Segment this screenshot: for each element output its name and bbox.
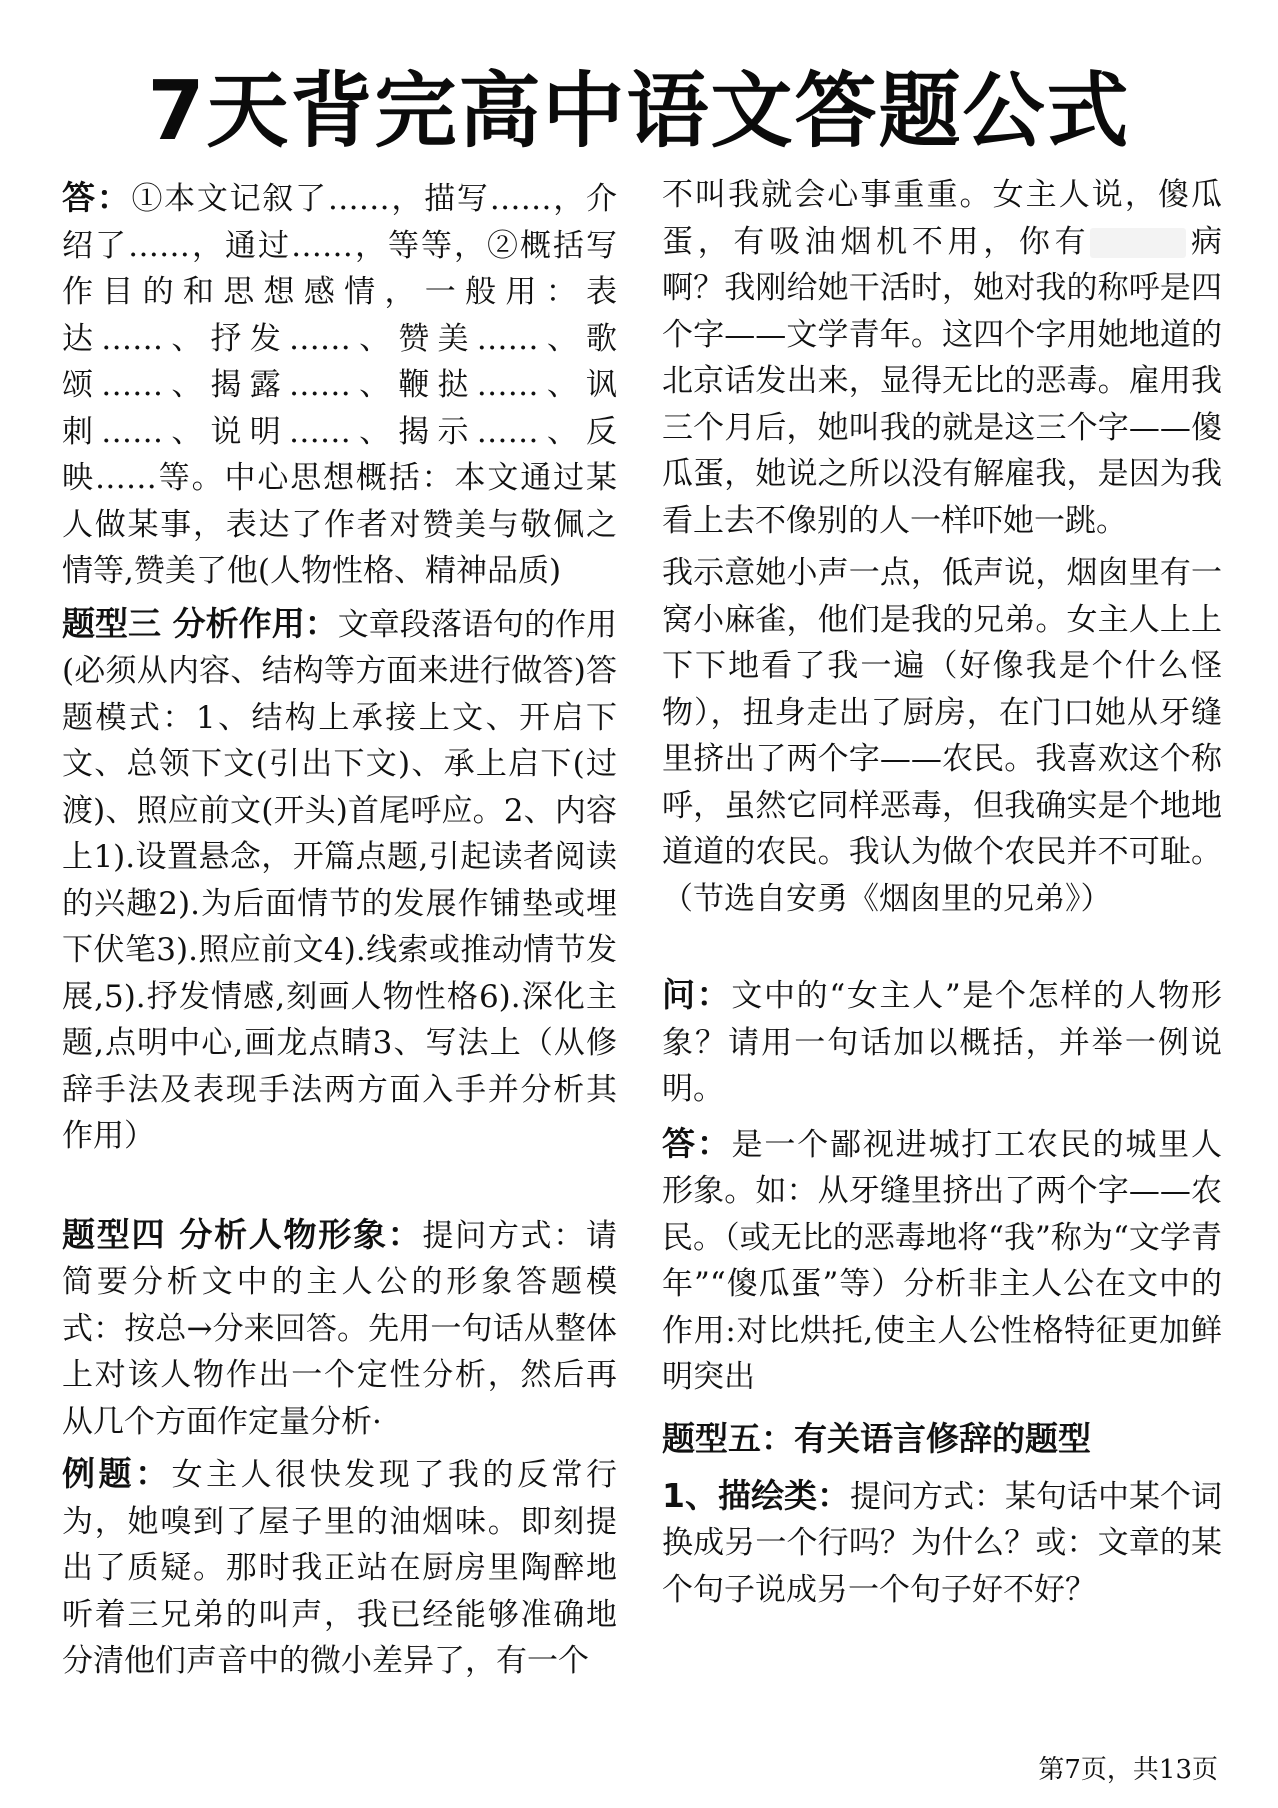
type3-paragraph <box>62 601 617 1160</box>
answer-label: 答： <box>62 178 132 217</box>
watermark-mask <box>1090 228 1186 258</box>
answer2-text: 是一个鄙视进城打工农民的城里人形象。如：从牙缝里挤出了两个字——农民。（或无比的恶毒地将“我”称为“文学青年”“傻瓜蛋”等）分析非主人公在文中的作用:对比烘托,使主人公性格特征更加鲜明突出 <box>662 1126 1222 1395</box>
example-text: 女主人很快发现了我的反常行为，她嗅到了屋子里的油烟味。即刻提出了质疑。那时我正站在厨房里陶醉地听着三兄弟的叫声，我已经能够准确地分清他们声音中的微小差异了，有一个 <box>62 1457 618 1679</box>
type3-label: 题型三 分析作用： <box>62 603 338 643</box>
question-label: 问： <box>662 975 732 1014</box>
answer2-paragraph <box>662 1121 1222 1401</box>
question-paragraph <box>662 972 1222 1113</box>
right-column <box>662 172 1222 1613</box>
left-column <box>62 175 617 1685</box>
page-number: 第7页，共13页 <box>1038 1755 1218 1785</box>
type5-heading: 题型五：有关语言修辞的题型 <box>662 1418 1091 1458</box>
example-paragraph <box>62 1451 617 1685</box>
item1-paragraph <box>662 1473 1222 1614</box>
type4-paragraph <box>62 1212 617 1446</box>
story-paragraph-2: 我示意她小声一点，低声说，烟囱里有一窝小麻雀，他们是我的兄弟。女主人上上下下地看了我一遍（好像我是个什么怪物），扭身走出了厨房，在门口她从牙缝里挤出了两个字——农民。我喜欢这个称呼，虽然它同样恶毒，但我确实是个地地道道的农民。我认为做个农民并不可耻。（节选自安勇《烟囱里的兄弟》） <box>662 555 1222 917</box>
example-label: 例题： <box>62 1454 172 1493</box>
answer-paragraph <box>62 175 617 595</box>
type3-text: 文章段落语句的作用(必须从内容、结构等方面来进行做答)答题模式：1、结构上承接上文、开启下文、总领下文(引出下文)、承上启下(过渡)、照应前文(开头)首尾呼应。2、内容上1).设置悬念，开篇点题,引起读者阅读的兴趣2).为后面情节的发展作铺垫或埋下伏笔3).照应前文4).线索或推动情节发展,5).抒发情感,刻画人物性格6).深化主题,点明中心,画龙点睛3、写法上（从修辞手法及表现手法两方面入手并分析其作用） <box>62 606 618 1154</box>
story-text-b: 病啊？我刚给她干活时，她对我的称呼是四个字——文学青年。这四个字用她地道的北京话发出来，显得无比的恶毒。雇用我三个月后，她叫我的就是这三个字——傻瓜蛋，她说之所以没有解雇我，是因为我看上去不像别的人一样吓她一跳。 <box>662 223 1223 539</box>
story-continuation <box>662 172 1222 544</box>
item1-label: 1、描绘类： <box>662 1475 850 1515</box>
type4-label: 题型四 分析人物形象： <box>62 1214 423 1254</box>
answer2-label: 答： <box>662 1123 732 1163</box>
item1-text: 提问方式：某句话中某个词换成另一个行吗？为什么？或：文章的某个句子说成另一个句子好不好？ <box>662 1478 1223 1608</box>
question-text: 文中的“女主人”是个怎样的人物形象？请用一句话加以概括，并举一例说明。 <box>662 978 1223 1107</box>
page-title: 7天背完高中语文答题公式 <box>147 64 1131 159</box>
type4-text: 提问方式：请简要分析文中的主人公的形象答题模式：按总→分来回答。先用一句话从整体上对该人物作出一个定性分析，然后再从几个方面作定量分析· <box>62 1217 617 1440</box>
answer-text: ①本文记叙了……，描写……，介绍了……，通过……，等等，②概括写作目的和思想感情，一般用：表达……、抒发……、赞美……、歌颂……、揭露……、鞭挞……、讽刺……、说明……、揭示……、反映……等。中心思想概括：本文通过某人做某事，表达了作者对赞美与敬佩之情等,赞美了他(人物性格、精神品质) <box>62 181 618 589</box>
story-text-a: 不叫我就会心事重重。女主人说，傻瓜蛋，有吸油烟机不用，你有 <box>662 177 1222 260</box>
